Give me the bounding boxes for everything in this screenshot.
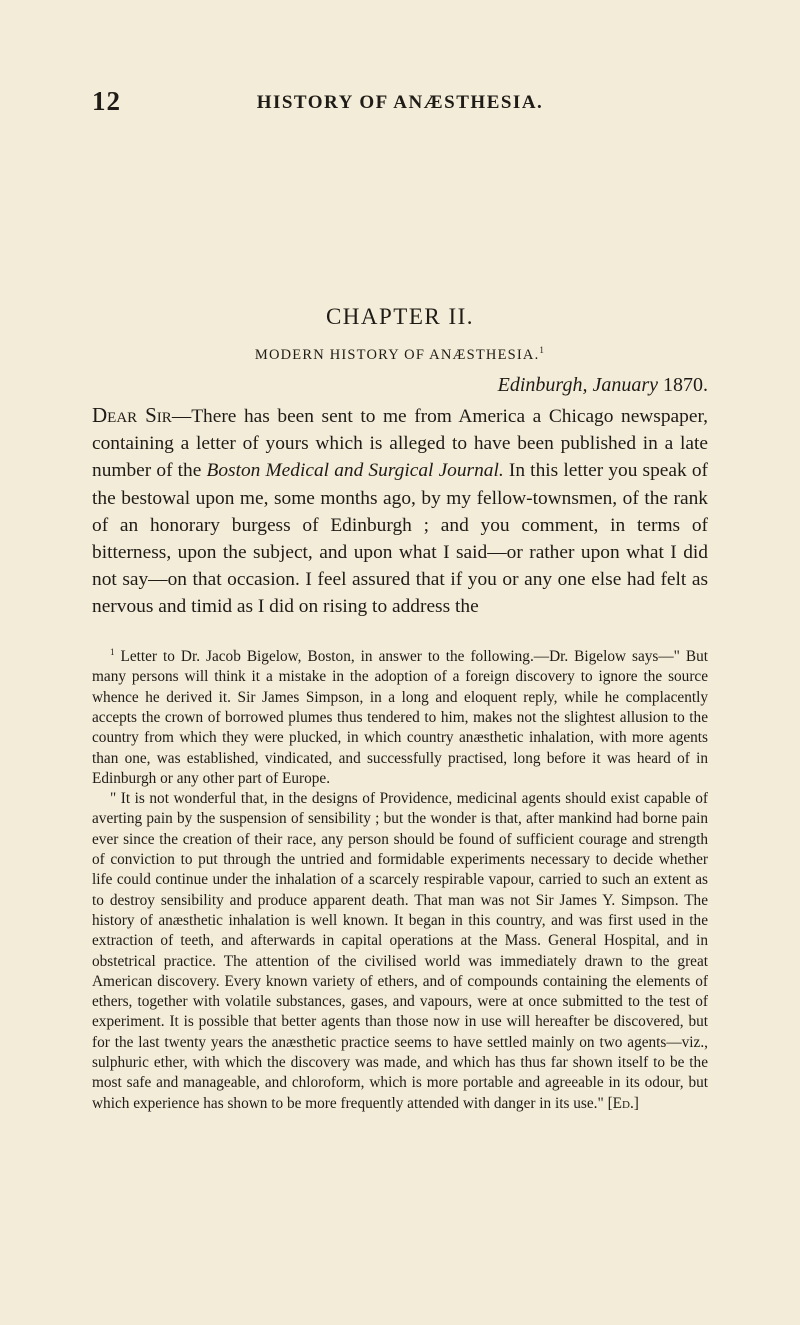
dateline bbox=[498, 374, 708, 397]
footnote-reference: 1 bbox=[539, 345, 546, 355]
chapter-title: CHAPTER II. bbox=[325, 304, 475, 329]
letter-text-1: —There has been sent to me from America a Chicago newspaper, containing a letter of yours which is alleged to have been published in a late number of the bbox=[92, 406, 708, 482]
letter-body bbox=[92, 402, 708, 621]
running-title: HISTORY OF ANÆSTHESIA. bbox=[256, 92, 544, 113]
footnote-paragraph-1 bbox=[92, 642, 708, 789]
running-head bbox=[92, 86, 708, 126]
editor-mark: [Ed.] bbox=[607, 1094, 639, 1112]
salutation: Dear Sir bbox=[92, 403, 172, 427]
dateline-place: Edinburgh, January bbox=[497, 374, 658, 396]
chapter-subtitle bbox=[0, 345, 800, 364]
page-number: 12 bbox=[92, 86, 121, 116]
footnote-text-2: " It is not wonderful that, in the designs of Providence, medicinal agents should exist capable of averting pain by the suspension of sensibility ; but the wonder is that, after mankind had borne pain ever since the creation of their race, any person should be found of sufficient courage and strength of conviction to put through the untried and formidable experiments necessary to decide whether life could continue under the inhalation of a scarcely respirable vapour, carried to such an extent as to destroy sensibility and produce apparent death. That man was not Sir James Y. Simpson. The history of anæsthetic inhalation is well known. It began in this country, and was first used in the extraction of teeth, and afterwards in capital operations at the Mass. General Hospital, and in obstetrical practice. The attention of the civilised world was immediately drawn to the great American discovery. Every known variety of ethers, and of compounds containing the elements of ethers, together with volatile substances, gases, and vapours, were at once submitted to the test of experiment. It is possible that better agents than those now in use will hereafter be discovered, but for the last twenty years the anæsthetic practice seems to have settled mainly on two agents—viz., sulphuric ether, with which the discovery was made, and which has thus far shown itself to be the most safe and manageable, and chloroform, which is more portable and agreeable in its odour, but which experience has shown to be more frequently attended with danger in its use." bbox=[92, 790, 708, 1112]
letter-text-2: In this letter you speak of the bestowal upon me, some months ago, by my fellow-townsmen, of the rank of an honorary burgess of Edinburgh ; and you comment, in terms of bitterness, upon the subject, and upon what I said—or rather upon what I did not say—on that occasion. I feel assured that if you or any one else had felt as nervous and timid as I did on rising to address the bbox=[92, 460, 708, 618]
dateline-year: 1870. bbox=[663, 374, 708, 396]
footnote-text-1: Letter to Dr. Jacob Bigelow, Boston, in answer to the following.—Dr. Bigelow says—" But many persons will think it a mistake in the adoption of a foreign discovery to ignore the source whence he derived it. Sir James Simpson, in a long and eloquent reply, while he complacently accepts the crown of borrowed plumes thus tendered to him, makes not the slightest allusion to the country from which they were plucked, in which country anæsthetic inhalation, with more agents than one, was established, vindicated, and successfully practised, long before it was heard of in Edinburgh or any other part of Europe. bbox=[92, 648, 708, 787]
footnote-paragraph-2 bbox=[92, 789, 708, 1114]
chapter-subtitle-text: MODERN HISTORY OF ANÆSTHESIA. bbox=[254, 346, 540, 363]
footnote bbox=[92, 642, 708, 1114]
footnote-marker: 1 bbox=[110, 647, 115, 657]
journal-title: Boston Medical and Surgical Journal. bbox=[206, 460, 504, 482]
